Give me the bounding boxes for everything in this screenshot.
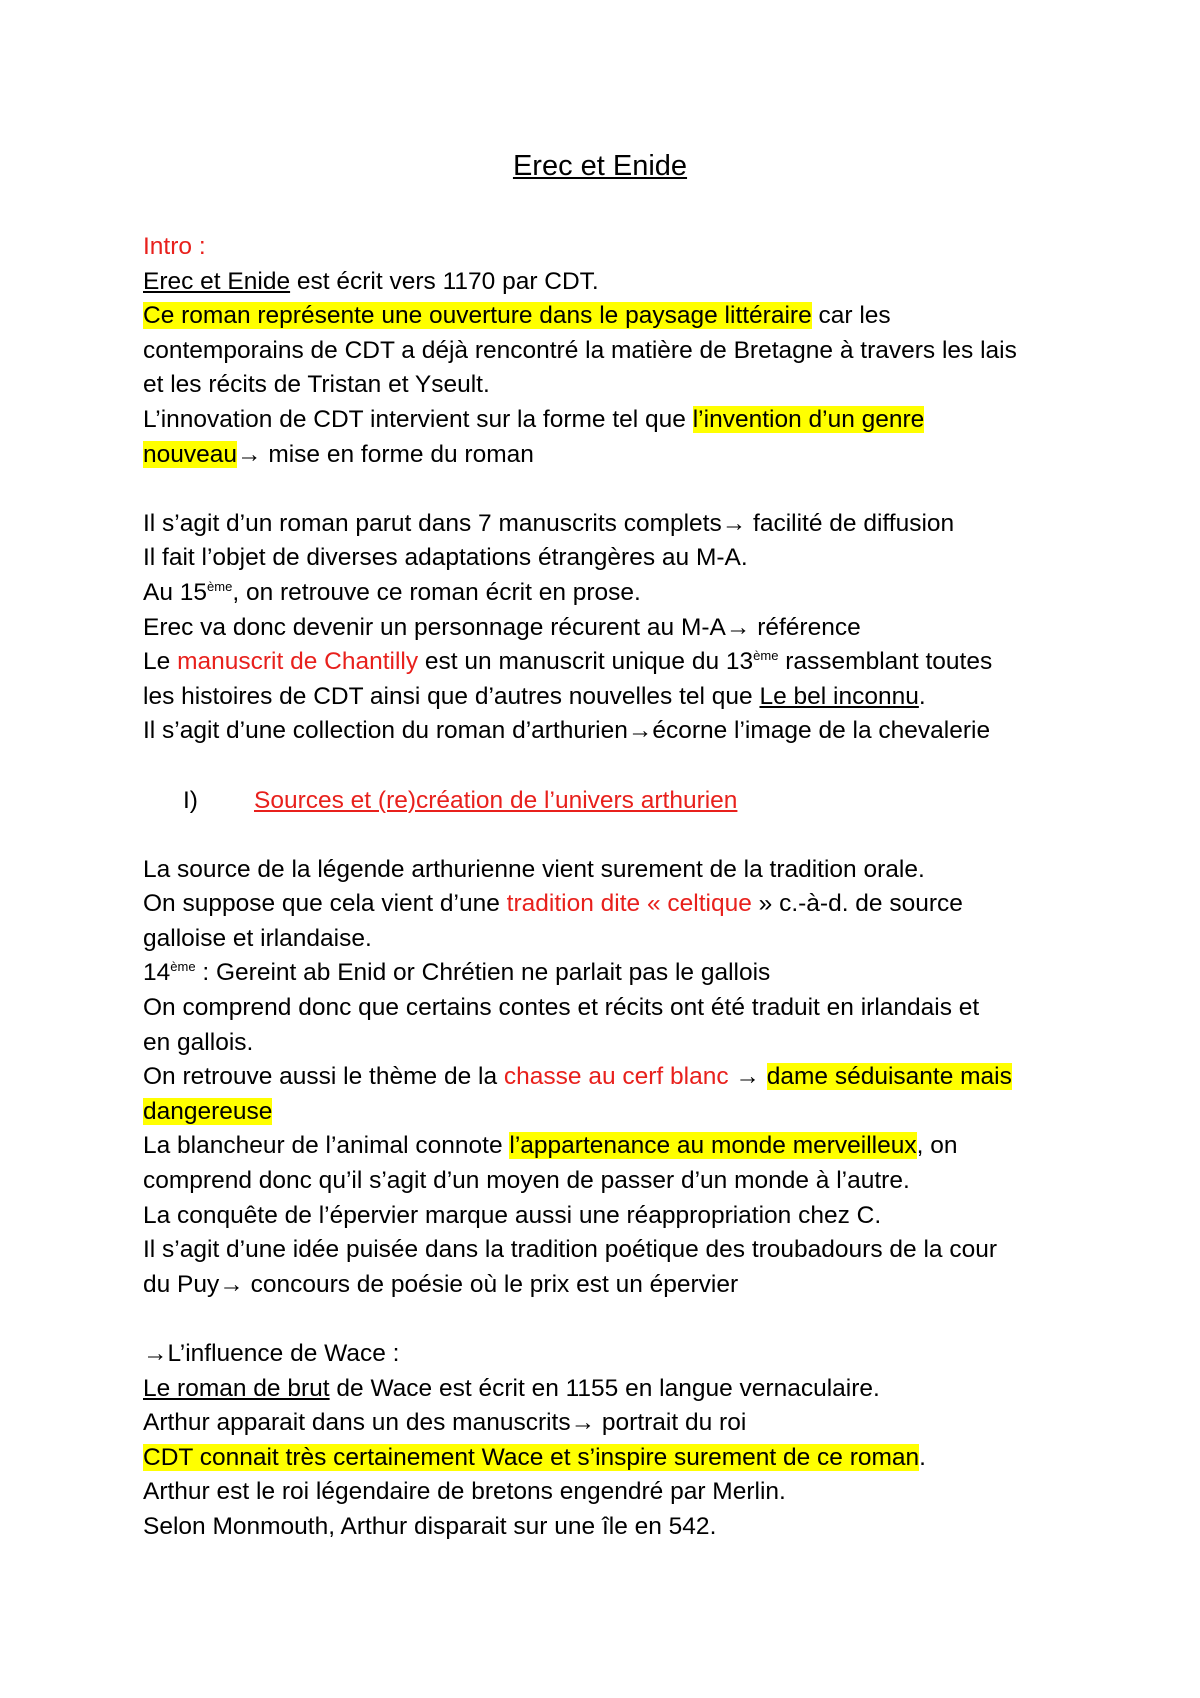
paragraph-line: et les récits de Tristan et Yseult. (143, 371, 490, 399)
paragraph-line: les histoires de CDT ainsi que d’autres nouvelles tel que Le bel inconnu. (143, 682, 926, 710)
paragraph-line: Erec va donc devenir un personnage récurent au M-A→ référence (143, 613, 861, 641)
paragraph-line: en gallois. (143, 1028, 254, 1056)
paragraph-line: Au 15ème, on retrouve ce roman écrit en prose. (143, 578, 641, 606)
paragraph-line: 14ème : Gereint ab Enid or Chrétien ne parlait pas le gallois (143, 959, 771, 987)
blank-line (143, 472, 1083, 507)
paragraph-line: nouveau→ mise en forme du roman (143, 440, 534, 468)
highlighted-text: dangereuse (143, 1097, 273, 1125)
section-number: I) (183, 786, 198, 814)
book-title: Le roman de brut (143, 1374, 330, 1402)
paragraph-line: Il s’agit d’une collection du roman d’arthurien→écorne l’image de la chevalerie (143, 717, 991, 745)
paragraph-line: La source de la légende arthurienne vient surement de la tradition orale. (143, 855, 925, 883)
blank-line (143, 818, 1083, 853)
highlighted-text: dame séduisante mais (766, 1063, 1012, 1091)
intro-label: Intro : (143, 233, 206, 260)
highlighted-text: nouveau (143, 440, 238, 468)
paragraph-line: →L’influence de Wace : (143, 1340, 400, 1367)
section-heading (143, 784, 1083, 819)
red-text: manuscrit de Chantilly (177, 648, 419, 676)
highlighted-text: l’invention d’un genre (692, 405, 925, 433)
document-title: Erec et Enide (512, 150, 688, 182)
paragraph-line: Arthur apparait dans un des manuscrits→ portrait du roi (143, 1409, 747, 1437)
paragraph-line: galloise et irlandaise. (143, 924, 372, 952)
red-text: chasse au cerf blanc (503, 1063, 729, 1091)
highlighted-text: l’appartenance au monde merveilleux (509, 1132, 917, 1160)
paragraph-line: Il fait l’objet de diverses adaptations étrangères au M-A. (143, 544, 748, 572)
paragraph-line: On comprend donc que certains contes et récits ont été traduit en irlandais et (143, 994, 980, 1022)
paragraph-line: contemporains de CDT a déjà rencontré la matière de Bretagne à travers les lais (143, 336, 1017, 364)
paragraph-line: Il s’agit d’une idée puisée dans la tradition poétique des troubadours de la cour (143, 1236, 997, 1264)
paragraph-line: comprend donc qu’il s’agit d’un moyen de passer d’un monde à l’autre. (143, 1167, 910, 1195)
book-title: Le bel inconnu (759, 682, 919, 710)
paragraph-line: On retrouve aussi le thème de la chasse au cerf blanc → dame séduisante mais (143, 1063, 1012, 1091)
paragraph-line (143, 1095, 1083, 1130)
paragraph-line: Erec et Enide est écrit vers 1170 par CDT. (143, 267, 599, 295)
paragraph-line: Le roman de brut de Wace est écrit en 1155 en langue vernaculaire. (143, 1374, 880, 1402)
paragraph-line: Ce roman représente une ouverture dans le paysage littéraire car les (143, 302, 891, 330)
paragraph-line: Il s’agit d’un roman parut dans 7 manuscrits complets→ facilité de diffusion (143, 509, 955, 537)
paragraph-line: L’innovation de CDT intervient sur la forme tel que l’invention d’un genre (143, 405, 925, 433)
highlighted-text: CDT connait très certainement Wace et s’inspire surement de ce roman (143, 1443, 920, 1471)
paragraph-line: CDT connait très certainement Wace et s’inspire surement de ce roman. (143, 1443, 926, 1471)
red-text: tradition dite « celtique (506, 890, 752, 918)
section-title: Sources et (re)création de l’univers arthurien (254, 786, 738, 814)
blank-line (143, 1302, 1083, 1337)
paragraph-line: Arthur est le roi légendaire de bretons engendré par Merlin. (143, 1478, 786, 1506)
paragraph-line: Selon Monmouth, Arthur disparait sur une île en 542. (143, 1512, 717, 1540)
paragraph-line: On suppose que cela vient d’une tradition dite « celtique » c.-à-d. de source (143, 890, 963, 918)
book-title: Erec et Enide (143, 267, 291, 295)
highlighted-text: Ce roman représente une ouverture dans le paysage littéraire (143, 302, 812, 330)
paragraph-line: La conquête de l’épervier marque aussi une réappropriation chez C. (143, 1201, 882, 1229)
paragraph-line: du Puy→ concours de poésie où le prix est un épervier (143, 1270, 739, 1298)
paragraph-line: Le manuscrit de Chantilly est un manuscrit unique du 13ème rassemblant toutes (143, 647, 993, 676)
document-body (143, 230, 1083, 1545)
paragraph-line: La blancheur de l’animal connote l’appartenance au monde merveilleux, on (143, 1132, 958, 1160)
blank-line (143, 749, 1083, 784)
